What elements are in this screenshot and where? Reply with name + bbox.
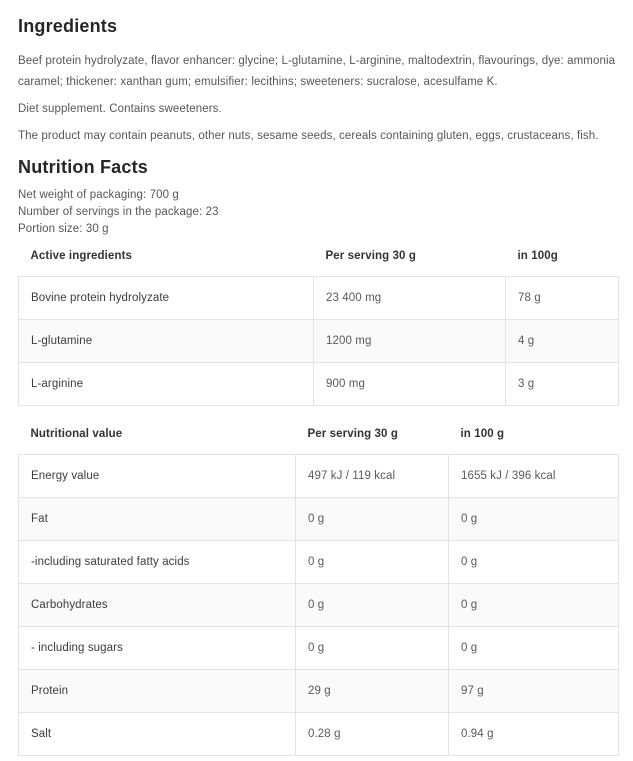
row-per-serving-value: 497 kJ / 119 kcal [296,455,449,498]
row-label: L-glutamine [19,320,314,363]
values-table-header-row [19,428,619,455]
row-per-100-value: 3 g [506,363,619,406]
allergen-warning: The product may contain peanuts, other nuts, sesame seeds, cereals containing gluten, eggs, crustaceans, fish. [18,130,599,142]
table-row [19,670,619,713]
row-per-100-value: 78 g [506,277,619,320]
table-row [19,713,619,756]
active-header-per-100g: in 100g [517,250,558,262]
section-ingredients [18,14,618,147]
row-per-100-value: 0 g [449,584,619,627]
package-meta [18,187,618,238]
row-per-serving-value: 1200 mg [314,320,506,363]
row-per-100-value: 0 g [449,498,619,541]
row-label: Fat [19,498,296,541]
active-header-ingredients: Active ingredients [30,250,132,262]
row-label-indented: - including sugars [19,627,296,670]
row-per-100-value: 0.94 g [449,713,619,756]
servings-count-line: Number of servings in the package: 23 [18,206,219,218]
table-row [19,363,619,406]
table-row [19,498,619,541]
row-per-serving-value: 0 g [296,498,449,541]
active-header-per-serving: Per serving 30 g [325,250,416,262]
row-label: Salt [19,713,296,756]
nutritional-values-table [18,428,619,756]
row-per-100-value: 0 g [449,541,619,584]
diet-supplement-note: Diet supplement. Contains sweeteners. [18,103,222,115]
table-row [19,541,619,584]
nutrition-facts-title: Nutrition Facts [18,157,149,177]
values-header-name: Nutritional value [30,428,123,440]
row-label: Bovine protein hydrolyzate [19,277,314,320]
active-ingredients-table [18,250,619,406]
row-per-serving-value: 0 g [296,627,449,670]
row-label: Carbohydrates [19,584,296,627]
row-per-100-value: 4 g [506,320,619,363]
net-weight-line: Net weight of packaging: 700 g [18,189,179,201]
row-per-100-value: 97 g [449,670,619,713]
row-label: Protein [19,670,296,713]
portion-size-line: Portion size: 30 g [18,223,109,235]
row-label: -including saturated fatty acids [19,541,296,584]
table-row [19,320,619,363]
ingredients-title: Ingredients [18,16,118,36]
table-row [19,584,619,627]
row-per-serving-value: 0 g [296,584,449,627]
section-nutrition-facts [18,155,618,756]
table-row [19,455,619,498]
row-per-serving-value: 23 400 mg [314,277,506,320]
row-label: L-arginine [19,363,314,406]
ingredients-composition-paragraph: Beef protein hydrolyzate, flavor enhancer: glycine; L-glutamine, L-arginine, maltodextrin, flavourings, dye: ammonia caramel; thickener: xanthan gum; emulsifier: lecithins; sweeteners: sucralose, acesulfame K. [18,55,616,88]
table-row [19,627,619,670]
row-per-serving-value: 0.28 g [296,713,449,756]
values-header-per-100g: in 100 g [460,428,505,440]
row-label: Energy value [19,455,296,498]
row-per-serving-value: 0 g [296,541,449,584]
active-table-header-row [19,250,619,277]
table-row [19,277,619,320]
row-per-serving-value: 900 mg [314,363,506,406]
row-per-serving-value: 29 g [296,670,449,713]
values-header-per-serving: Per serving 30 g [307,428,398,440]
row-per-100-value: 1655 kJ / 396 kcal [449,455,619,498]
row-per-100-value: 0 g [449,627,619,670]
